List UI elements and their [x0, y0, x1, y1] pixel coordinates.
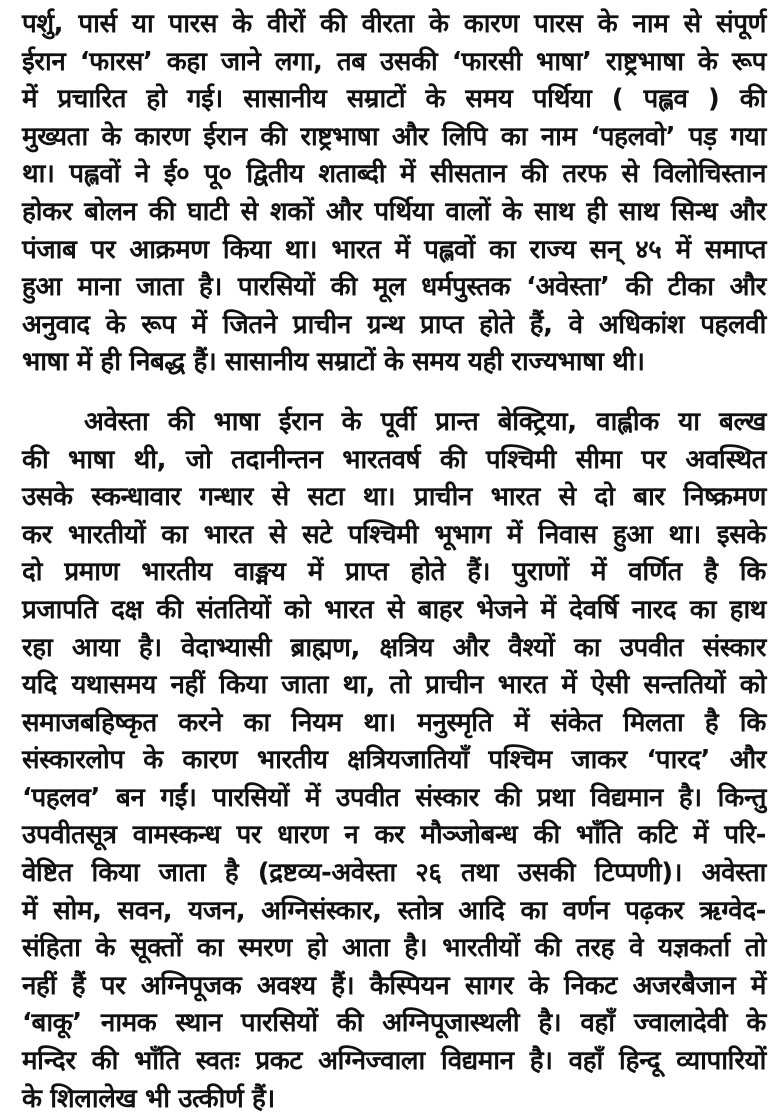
text-line: वेष्टित किया जाता है (द्रष्टव्य-अवेस्ता २६ तथा उसकी टिप्पणी)। अवेस्ता: [22, 858, 766, 889]
text-line: उसके स्कन्धावार गन्धार से सटा था। प्राचीन भारत से दो बार निष्क्रमण: [22, 482, 766, 513]
text-line: में प्रचारित हो गई। सासानीय सम्राटों के समय पर्थिया ( पह्लव ) की: [22, 84, 766, 115]
paragraph-gap: [22, 382, 766, 404]
text-line: था। पह्लवों ने ई० पू० द्वितीय शताब्दी में सीसतान की तरफ से विलोचिस्तान: [22, 159, 766, 190]
text-line: की भाषा थी, जो तदानीन्तन भारतवर्ष की पश्चिमी सीमा पर अवस्थित: [22, 444, 766, 475]
text-line: ईरान ‘फारस’ कहा जाने लगा, तब उसकी ‘फारसी भाषा’ राष्ट्रभाषा के रूप: [22, 46, 766, 77]
text-line: नहीं हैं पर अग्निपूजक अवश्य हैं। कैस्पियन सागर के निकट अजरबैजान में: [22, 970, 766, 1001]
text-line: रहा आया है। वेदाभ्यासी ब्राह्मण, क्षत्रिय और वैश्यों का उपवीत संस्कार: [22, 632, 766, 663]
text-line: संहिता के सूक्तों का स्मरण हो आता है। भारतीयों की तरह वे यज्ञकर्ता तो: [22, 933, 766, 964]
text-line: मुख्यता के कारण ईरान की राष्ट्रभाषा और लिपि का नाम ‘पहलवो’ पड़ गया: [22, 121, 766, 152]
text-line: कर भारतीयों का भारत से सटे पश्चिमी भूभाग में निवास हुआ था। इसके: [22, 519, 766, 550]
text-line: में सोम, सवन, यजन, अग्निसंस्कार, स्तोत्र आदि का वर्णन पढ़कर ऋग्वेद-: [22, 895, 766, 926]
text-line: पंजाब पर आक्रमण किया था। भारत में पह्लवों का राज्य सन् ४५ में समाप्त: [22, 234, 766, 265]
text-line: अनुवाद के रूप में जितने प्राचीन ग्रन्थ प्राप्त होते हैं, वे अधिकांश पहलवी: [22, 309, 766, 340]
text-line: ‘पहलव’ बन गईं। पारसियों में उपवीत संस्कार की प्रथा विद्यमान है। किन्तु: [22, 782, 766, 813]
paragraph-2: [22, 404, 766, 1118]
text-line: दो प्रमाण भारतीय वाङ्मय में प्राप्त होते हैं। पुराणों में वर्णित है कि: [22, 557, 766, 588]
text-line: उपवीतसूत्र वामस्कन्ध पर धारण न कर मौञ्जोबन्ध की भाँति कटि में परि-: [22, 820, 766, 851]
text-line: यदि यथासमय नहीं किया जाता था, तो प्राचीन भारत में ऐसी सन्ततियों को: [22, 670, 766, 701]
text-line: के शिलालेख भी उत्कीर्ण हैं।: [22, 1083, 275, 1114]
paragraph-1: [22, 6, 766, 382]
text-line: मन्दिर की भाँति स्वतः प्रकट अग्निज्वाला विद्यमान है। वहाँ हिन्दू व्यापारियों: [22, 1046, 766, 1077]
text-line: संस्कारलोप के कारण भारतीय क्षत्रियजातियाँ पश्चिम जाकर ‘पारद’ और: [22, 745, 766, 776]
text-line: पर्शु, पार्स या पारस के वीरों की वीरता के कारण पारस के नाम से संपूर्ण: [22, 9, 766, 39]
text-line: भाषा में ही निबद्ध हैं। सासानीय सम्राटों के समय यही राज्यभाषा थी।: [22, 347, 645, 378]
text-line: ‘बाकू’ नामक स्थान पारसियों की अग्निपूजास्थली है। वहाँ ज्वालादेवी के: [22, 1008, 766, 1039]
text-line: हुआ माना जाता है। पारसियों की मूल धर्मपुस्तक ‘अवेस्ता’ की टीका और: [22, 272, 766, 303]
text-line: समाजबहिष्कृत करने का नियम था। मनुस्मृति में संकेत मिलता है कि: [22, 707, 766, 738]
text-line: अवेस्ता की भाषा ईरान के पूर्वी प्रान्त बेक्ट्रिया, वाह्लीक या बल्ख: [84, 406, 766, 437]
text-line: होकर बोलन की घाटी से शकों और पर्थिया वालों के साथ ही साथ सिन्ध और: [22, 196, 766, 227]
text-line: प्रजापति दक्ष की संततियों को भारत से बाहर भेजने में देवर्षि नारद का हाथ: [22, 594, 766, 625]
